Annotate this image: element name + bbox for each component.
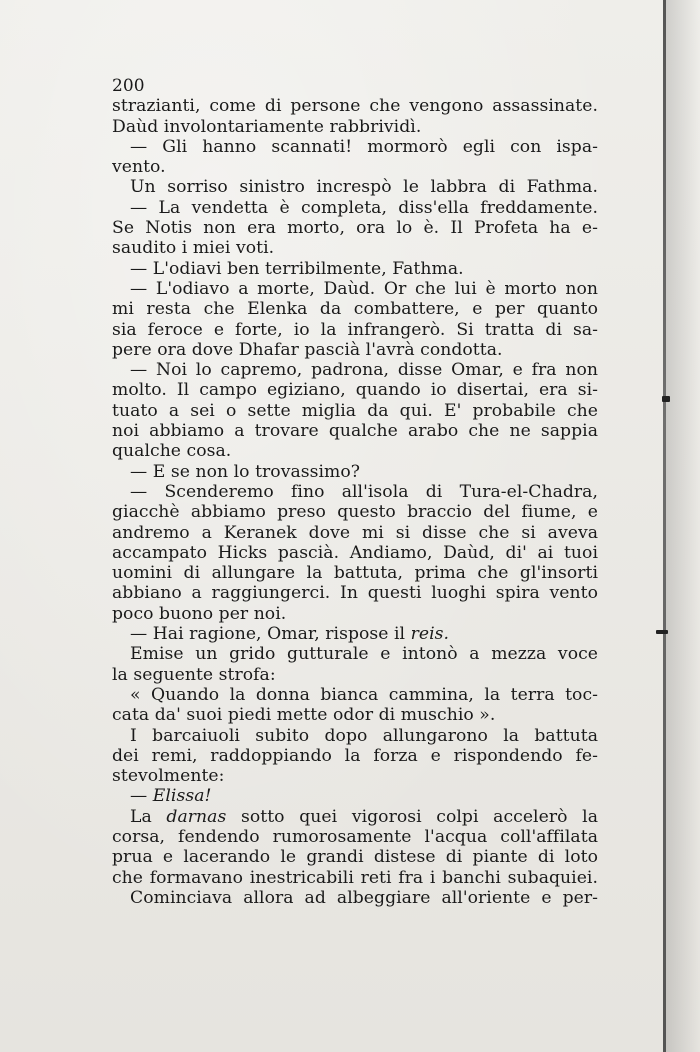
text-line (112, 766, 598, 786)
text-line-content: stevolmente: (112, 766, 225, 787)
text-line-content: molto. Il campo egiziano, quando io disertai, era si- (112, 380, 598, 401)
text-line-content: vento. (112, 157, 166, 178)
text-line-content: Daùd involontariamente rabbrividì. (112, 116, 422, 137)
text-line (112, 502, 598, 522)
text-line (112, 441, 598, 461)
text-line-content: strazianti, come di persone che vengono assassinate. (112, 96, 598, 117)
text-line (112, 583, 598, 603)
text-line (112, 279, 598, 299)
text-line-content: dei remi, raddoppiando la forza e rispondendo fe- (112, 745, 598, 766)
text-line (112, 198, 598, 218)
text-line (112, 726, 598, 746)
text-line (112, 543, 598, 563)
text-line (112, 786, 598, 806)
text-line-content: qualche cosa. (112, 441, 232, 462)
text-line (112, 360, 598, 380)
text-line (112, 888, 598, 908)
text-lines (112, 96, 598, 908)
text-line (112, 685, 598, 705)
text-line (112, 868, 598, 888)
text-line (112, 705, 598, 725)
page-gutter-shadow (666, 0, 700, 1052)
text-line-content: abbiano a raggiungerci. In questi luoghi spira vento (112, 583, 598, 604)
text-line (112, 401, 598, 421)
text-line (112, 807, 598, 827)
italic-word: Elissa! (152, 786, 212, 807)
page-text (112, 76, 598, 908)
text-line-content: I barcaiuoli subito dopo allungarono la battuta (130, 725, 598, 746)
text-line-content: giacchè abbiamo preso questo braccio del fiume, e (112, 502, 598, 523)
text-line (112, 320, 598, 340)
italic-word: reis. (410, 624, 450, 645)
text-line-content: corsa, fendendo rumorosamente l'acqua coll'affilata (112, 826, 598, 847)
text-line (112, 421, 598, 441)
text-line-content: — Gli hanno scannati! mormorò egli con ispa- (130, 136, 598, 157)
text-line-content: saudito i miei voti. (112, 238, 275, 259)
text-line (112, 665, 598, 685)
text-line (112, 462, 598, 482)
text-line (112, 299, 598, 319)
text-line-content: accampato Hicks pascià. Andiamo, Daùd, di' ai tuoi (112, 542, 598, 563)
text-line (112, 644, 598, 664)
text-line-content: che formavano inestricabili reti fra i banchi subaquiei. (112, 867, 598, 888)
text-line-content: « Quando la donna bianca cammina, la terra toc- (130, 684, 598, 705)
text-line-content: — E se non lo trovassimo? (130, 461, 361, 482)
text-line (112, 523, 598, 543)
text-line-content-after: sotto quei vigorosi colpi accelerò la (226, 806, 598, 827)
text-line (112, 177, 598, 197)
text-line-content: prua e lacerando le grandi distese di piante di loto (112, 847, 598, 868)
text-line-content: Emise un grido gutturale e intonò a mezza voce (130, 644, 598, 665)
text-line (112, 117, 598, 137)
text-line (112, 340, 598, 360)
text-line-content: — Noi lo capremo, padrona, disse Omar, e fra non (130, 360, 598, 381)
text-line-content: sia feroce e forte, io la infrangerò. Si tratta di sa- (112, 319, 598, 340)
text-line (112, 827, 598, 847)
text-line-content: — (130, 786, 153, 807)
margin-mark-top (662, 396, 670, 402)
text-line-content: — L'odiavo a morte, Daùd. Or che lui è morto non (130, 278, 598, 299)
text-line (112, 624, 598, 644)
text-line-content: — L'odiavi ben terribilmente, Fathma. (130, 258, 464, 279)
text-line-content: la seguente strofa: (112, 664, 276, 685)
text-line-content: Cominciava allora ad albeggiare all'oriente e per- (130, 887, 598, 908)
text-line-content: noi abbiamo a trovare qualche arabo che ne sappia (112, 421, 598, 442)
text-line-content: uomini di allungare la battuta, prima che gl'insorti (112, 563, 598, 584)
text-line-content: — Hai ragione, Omar, rispose il (130, 624, 411, 645)
text-line (112, 563, 598, 583)
text-line-content: pere ora dove Dhafar pascià l'avrà condotta. (112, 339, 503, 360)
italic-word: darnas (166, 806, 227, 827)
text-line-content: poco buono per noi. (112, 603, 287, 624)
text-line (112, 847, 598, 867)
text-line-content: — La vendetta è completa, diss'ella freddamente. (130, 197, 598, 218)
margin-mark-bottom (656, 630, 668, 634)
page-number: 200 (112, 76, 145, 96)
text-line (112, 746, 598, 766)
text-line-content: Se Notis non era morto, ora lo è. Il Profeta ha e- (112, 218, 598, 239)
text-line (112, 96, 598, 116)
text-line (112, 380, 598, 400)
text-line-content: — Scenderemo fino all'isola di Tura-el-Chadra, (130, 481, 598, 502)
text-line-content: Un sorriso sinistro increspò le labbra di Fathma. (130, 177, 598, 198)
text-line (112, 604, 598, 624)
text-line-content: andremo a Keranek dove mi si disse che si aveva (112, 522, 598, 543)
text-line (112, 218, 598, 238)
text-line-content: tuato a sei o sette miglia da qui. E' probabile che (112, 400, 598, 421)
text-line (112, 157, 598, 177)
text-line (112, 137, 598, 157)
text-line (112, 238, 598, 258)
text-line-content: cata da' suoi piedi mette odor di muschio ». (112, 705, 496, 726)
text-line-content: mi resta che Elenka da combattere, e per quanto (112, 299, 598, 320)
page-binding-edge (663, 0, 666, 1052)
text-line-content: La (130, 806, 167, 827)
text-line (112, 259, 598, 279)
text-line (112, 482, 598, 502)
